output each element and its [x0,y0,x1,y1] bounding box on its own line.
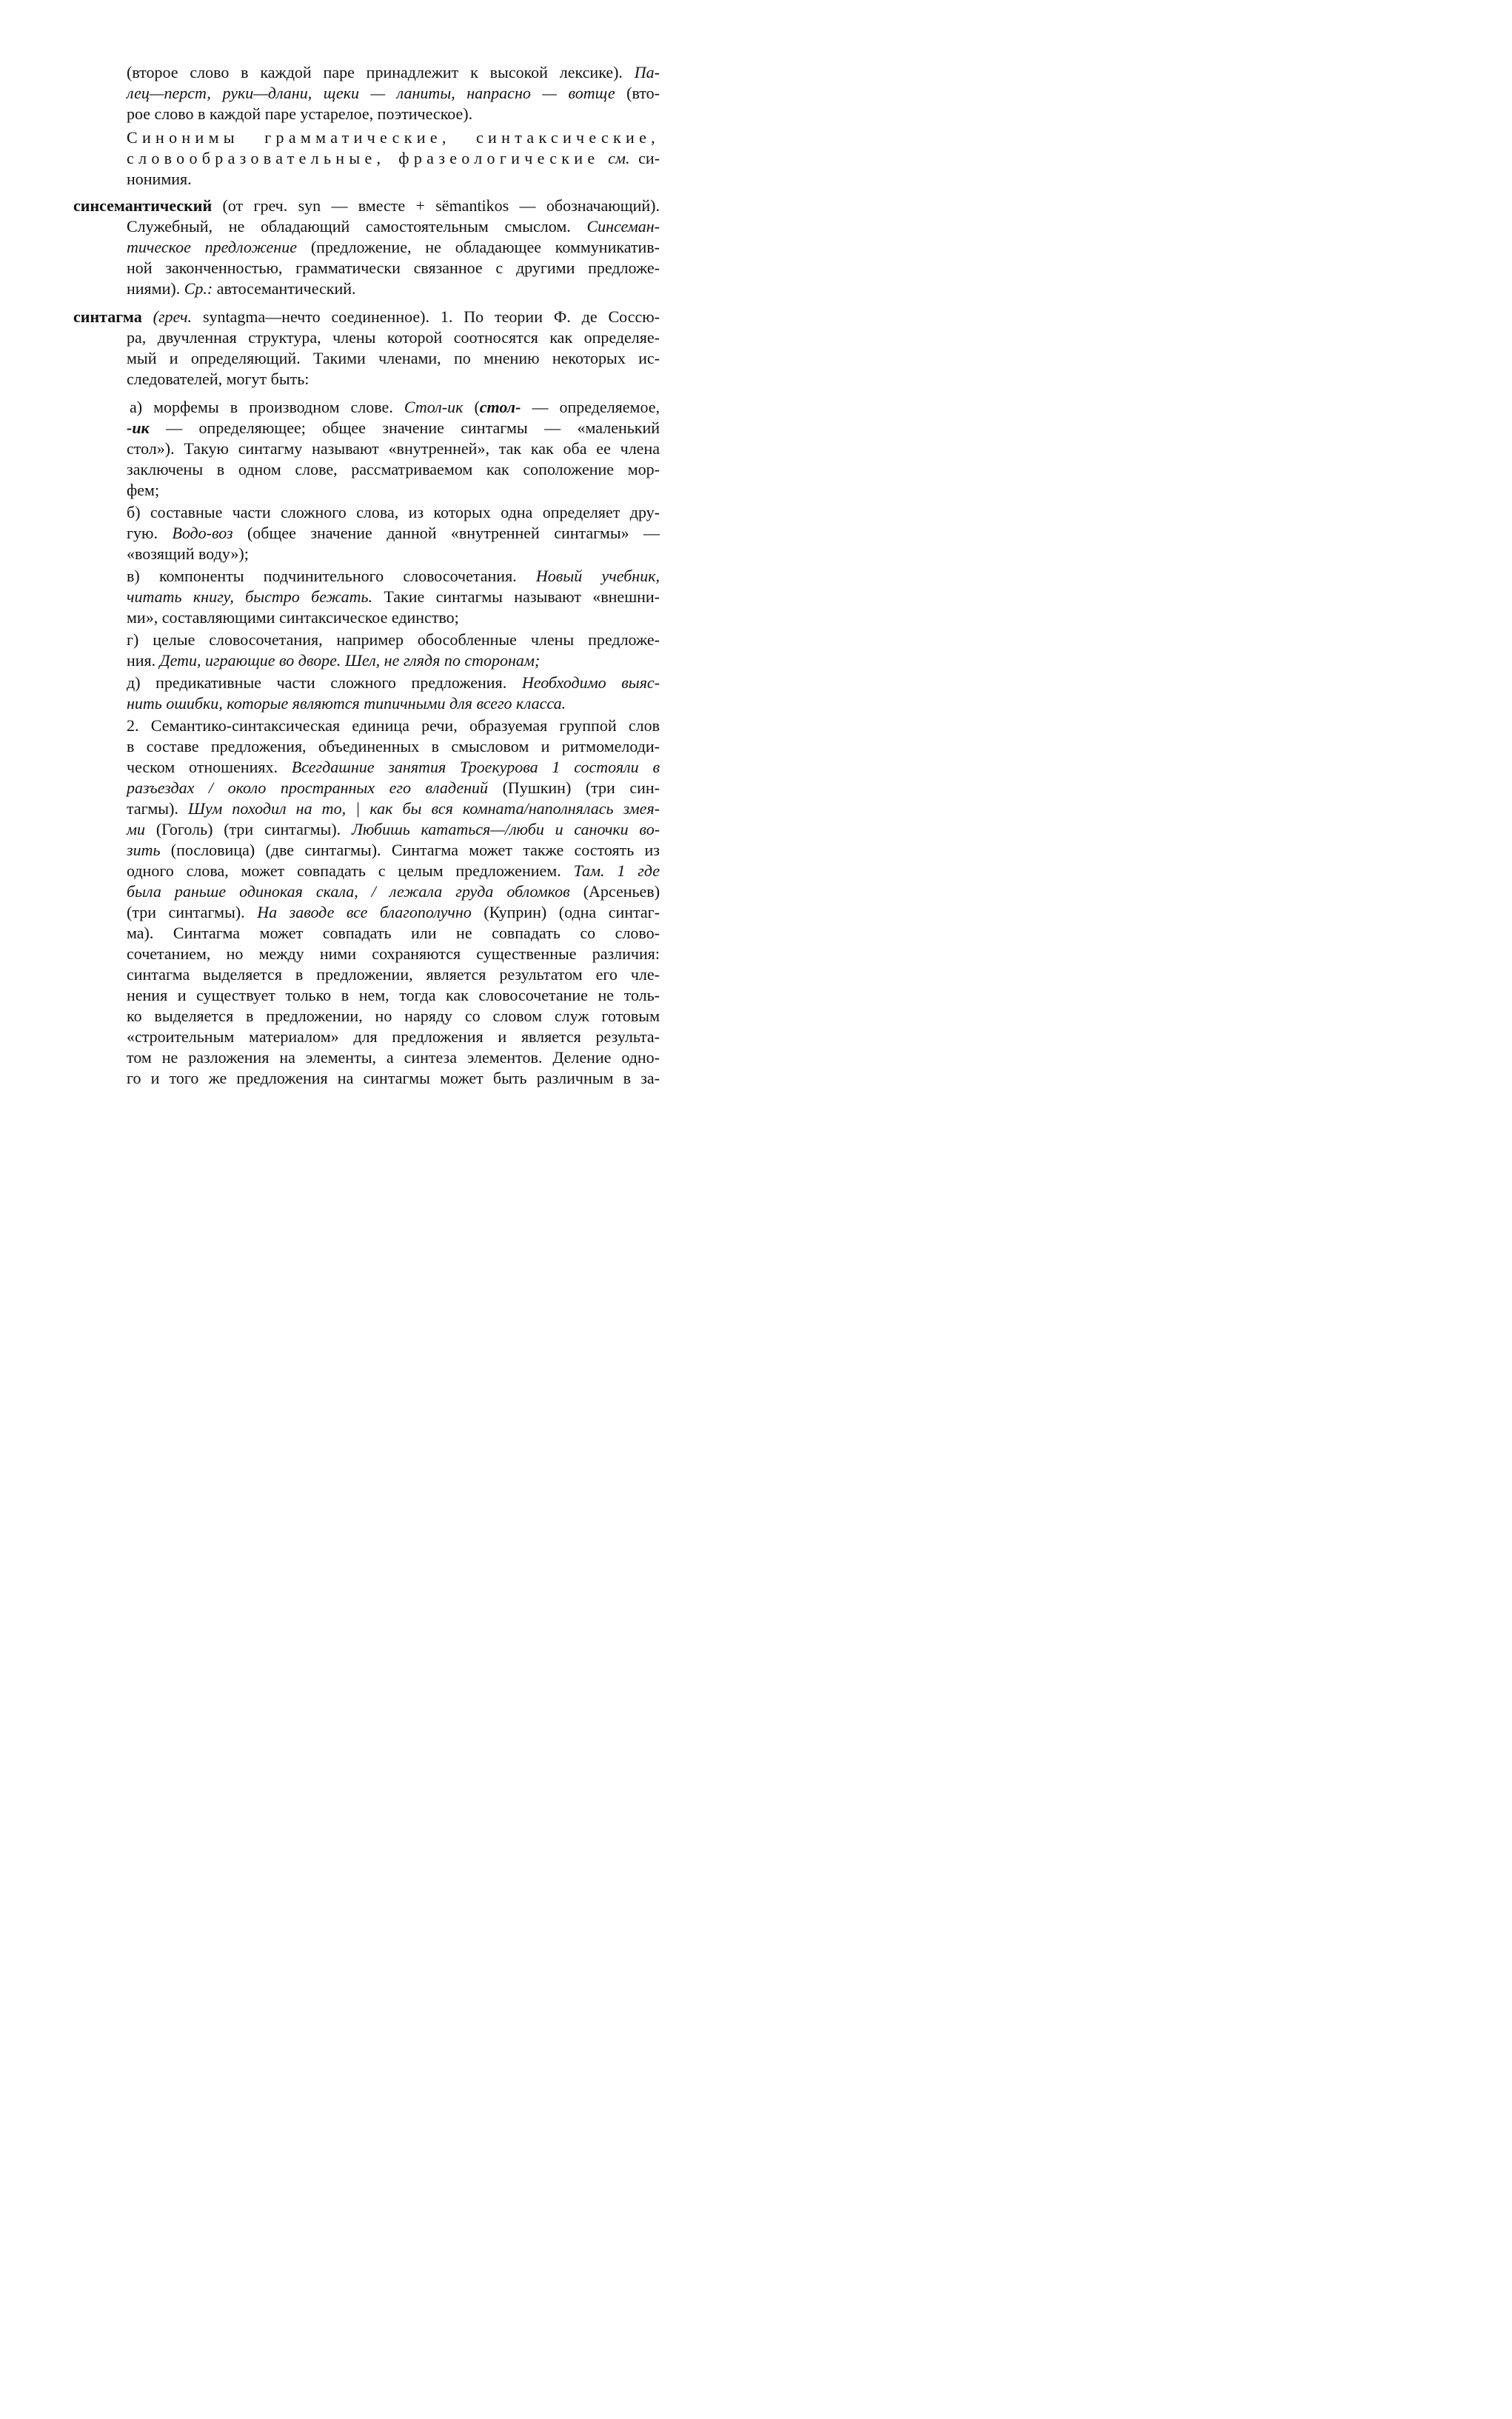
entry-sinsemanticheskiy: синсемантический (от греч. syn — вместе + sëmantikos — обозначающий). [73,196,660,215]
text-line: Служебный, не обладающий самостоятельным смыслом. Синсеман- [127,217,660,236]
text-line: фем; [127,481,160,499]
text-line: ми (Гоголь) (три синтагмы). Любишь кататься—/люби и саночки во- [127,820,660,838]
text-line: сочетанием, но между ними сохраняются существенные различия: [127,944,660,963]
entry-headword: синтагма [73,307,142,326]
text-line: ной законченностью, грамматически связанное с другими предложе- [127,258,660,277]
text-line: рое слово в каждой паре устарелое, поэтическое). [127,104,473,123]
text-line: стол»). Такую синтагму называют «внутренней», так как оба ее члена [127,439,660,458]
text-line: заключены в одном слове, рассматриваемом как соположение мор- [127,460,660,478]
text-line: Синонимы грамматические, синтаксические, [127,128,660,147]
text-line: гую. Водо-воз (общее значение данной «внутренней синтагмы» — [127,524,660,542]
list-item-d: д) предикативные части сложного предложения. Необходимо выяс- [127,673,660,692]
entry-headword: синсемантический [73,196,213,215]
text-line: словообразовательные, фразеологические см. си- [127,149,660,167]
text-line: в составе предложения, объединенных в смысловом и ритмомелоди- [127,737,660,755]
list-item-v: в) компоненты подчинительного словосочетания. Новый учебник, [127,567,660,585]
text-line: следователей, могут быть: [127,370,310,388]
text-line: тическое предложение (предложение, не обладающее коммуникатив- [127,238,660,256]
text-line: «строительным материалом» для предложения и является результа- [127,1027,660,1046]
list-item-b: б) составные части сложного слова, из которых одна определяет дру- [127,503,660,521]
text-line: нения и существует только в нем, тогда как словосочетание не толь- [127,986,660,1004]
entry-sintagma: синтагма (греч. syntagma—нечто соединенное). 1. По теории Ф. де Соссю- [73,307,660,326]
text-line: «возящий воду»); [127,544,249,563]
text-line: ра, двучленная структура, члены которой соотносятся как определяе- [127,328,660,347]
text-line: была раньше одинокая скала, / лежала груда обломков (Арсеньев) [127,882,660,901]
dictionary-page [0,0,726,1161]
text-line: тагмы). Шум походил на то, | как бы вся комната/наполнялась змея- [127,799,660,818]
text-line: нить ошибки, которые являются типичными для всего класса. [127,694,566,713]
text-line: ма). Синтагма может совпадать или не совпадать со слово- [127,924,660,942]
text-line: разъездах / около пространных его владений (Пушкин) (три син- [127,778,660,797]
sense-2: 2. Семантико-синтаксическая единица речи, образуемая группой слов [127,716,660,735]
text-line: том не разложения на элементы, а синтеза элементов. Деление одно- [127,1048,660,1067]
list-item-g: г) целые словосочетания, например обособленные члены предложе- [127,630,660,649]
text-line: синтагма выделяется в предложении, является результатом его чле- [127,965,660,984]
text-line: ния. Дети, играющие во дворе. Шел, не глядя по сторонам; [127,651,541,670]
text-line: го и того же предложения на синтагмы может быть различным в за- [127,1069,660,1087]
text-line: (второе слово в каждой паре принадлежит к высокой лексике). Па- [127,63,660,81]
text-line: -ик — определяющее; общее значение синтагмы — «маленький [127,418,660,437]
list-item-a: а) морфемы в производном слове. Стол-ик (стол- — определяемое, [130,398,660,416]
text-line: ческом отношениях. Всегдашние занятия Троекурова 1 состояли в [127,758,660,776]
text-line: нонимия. [127,170,192,188]
text-line: одного слова, может совпадать с целым предложением. Там. 1 где [127,861,660,880]
text-line: ми», составляющими синтаксическое единство; [127,608,459,627]
text-line: ко выделяется в предложении, но наряду со словом служ готовым [127,1007,660,1025]
text-line: ниями). Ср.: автосемантический. [127,279,356,298]
text-line: зить (пословица) (две синтагмы). Синтагма может также состоять из [127,841,660,859]
text-line: лец—перст, руки—длани, щеки — ланиты, напрасно — вотще (вто- [127,84,660,102]
text-line: читать книгу, быстро бежать. Такие синтагмы называют «внешни- [127,587,660,606]
text-line: мый и определяющий. Такими членами, по мнению некоторых ис- [127,349,660,367]
text-line: (три синтагмы). На заводе все благополучно (Куприн) (одна синтаг- [127,903,660,921]
